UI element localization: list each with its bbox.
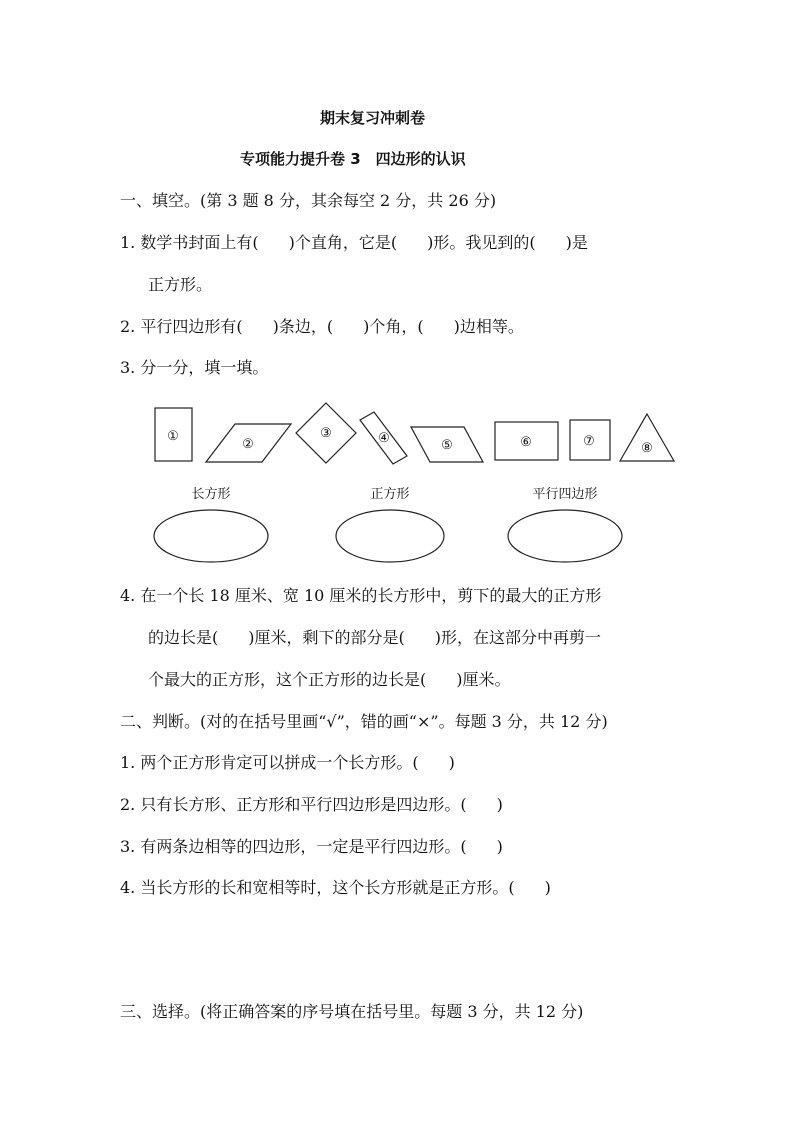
- answer-oval-square[interactable]: [336, 510, 444, 562]
- question-text: )厘米，剩下的部分是(: [248, 628, 405, 647]
- answer-oval-parallelogram[interactable]: [508, 510, 622, 562]
- question-text: 有两条边相等的四边形，一定是平行四边形。(: [140, 837, 467, 856]
- question-text: )个角，(: [363, 317, 424, 336]
- question-text: 分一分，填一填。: [140, 358, 269, 377]
- question-text: )是: [565, 233, 588, 252]
- judgment-item-4: [120, 878, 551, 898]
- bracket-close: ): [496, 795, 503, 814]
- shapes-figure: [0, 400, 794, 580]
- question-1: [120, 233, 588, 253]
- shape-1-label: ①: [167, 429, 179, 444]
- shape-8-label: ⑧: [641, 441, 653, 456]
- bracket-close: ): [448, 753, 455, 772]
- question-number: 4.: [120, 586, 136, 605]
- section3-heading: 三、选择。(将正确答案的序号填在括号里。每题 3 分，共 12 分): [120, 1002, 584, 1021]
- bracket-close: ): [544, 878, 551, 897]
- page-subtitle: 专项能力提升卷 3 四边形的认识: [240, 150, 466, 168]
- question-text: 两个正方形肯定可以拼成一个长方形。(: [140, 753, 419, 772]
- category-label-square: 正方形: [370, 487, 410, 502]
- category-label-rectangle: 长方形: [191, 487, 231, 502]
- question-text: 数学书封面上有(: [140, 233, 259, 252]
- question-number: 4.: [120, 878, 136, 897]
- shape-2-label: ②: [242, 437, 254, 452]
- question-number: 1.: [120, 233, 136, 252]
- question-3: [120, 358, 268, 378]
- category-label-parallelogram: 平行四边形: [532, 487, 598, 502]
- shape-5-label: ⑤: [441, 438, 453, 453]
- question-number: 1.: [120, 753, 136, 772]
- question-number: 3.: [120, 358, 136, 377]
- answer-oval-rectangle[interactable]: [154, 510, 268, 562]
- bracket-close: ): [496, 837, 503, 856]
- question-text: )形。我见到的(: [427, 233, 536, 252]
- question-4-line2: [148, 628, 601, 648]
- question-text: 个最大的正方形，这个正方形的边长是(: [148, 670, 427, 689]
- shape-4-label: ④: [378, 431, 390, 446]
- question-1-continuation: 正方形。: [148, 275, 213, 294]
- shape-6-label: ⑥: [520, 435, 532, 450]
- judgment-item-2: [120, 795, 503, 815]
- question-text: 的边长是(: [148, 628, 219, 647]
- shape-7-label: ⑦: [583, 434, 595, 449]
- question-2: [120, 317, 524, 337]
- question-text: 在一个长 18 厘米、宽 10 厘米的长方形中，剪下的最大的正方形: [140, 586, 602, 605]
- question-number: 3.: [120, 837, 136, 856]
- question-number: 2.: [120, 795, 136, 814]
- question-text: 当长方形的长和宽相等时，这个长方形就是正方形。(: [140, 878, 515, 897]
- question-4-line3: [148, 670, 511, 690]
- shape-3-label: ③: [320, 426, 332, 441]
- page-title: 期末复习冲刺卷: [320, 109, 426, 127]
- question-text: )边相等。: [453, 317, 524, 336]
- question-text: )厘米。: [456, 670, 511, 689]
- question-text: )条边，(: [272, 317, 334, 336]
- question-text: )个直角，它是(: [288, 233, 398, 252]
- judgment-item-3: [120, 837, 503, 857]
- question-text: 只有长方形、正方形和平行四边形是四边形。(: [140, 795, 467, 814]
- section1-heading: 一、填空。(第 3 题 8 分，其余每空 2 分，共 26 分): [120, 191, 497, 210]
- question-4: [120, 586, 601, 606]
- question-text: )形，在这部分中再剪一: [434, 628, 601, 647]
- question-number: 2.: [120, 317, 136, 336]
- section2-heading: 二、判断。(对的在括号里画“√”，错的画“×”。每题 3 分，共 12 分): [120, 712, 608, 731]
- judgment-item-1: [120, 753, 455, 773]
- question-text: 平行四边形有(: [140, 317, 243, 336]
